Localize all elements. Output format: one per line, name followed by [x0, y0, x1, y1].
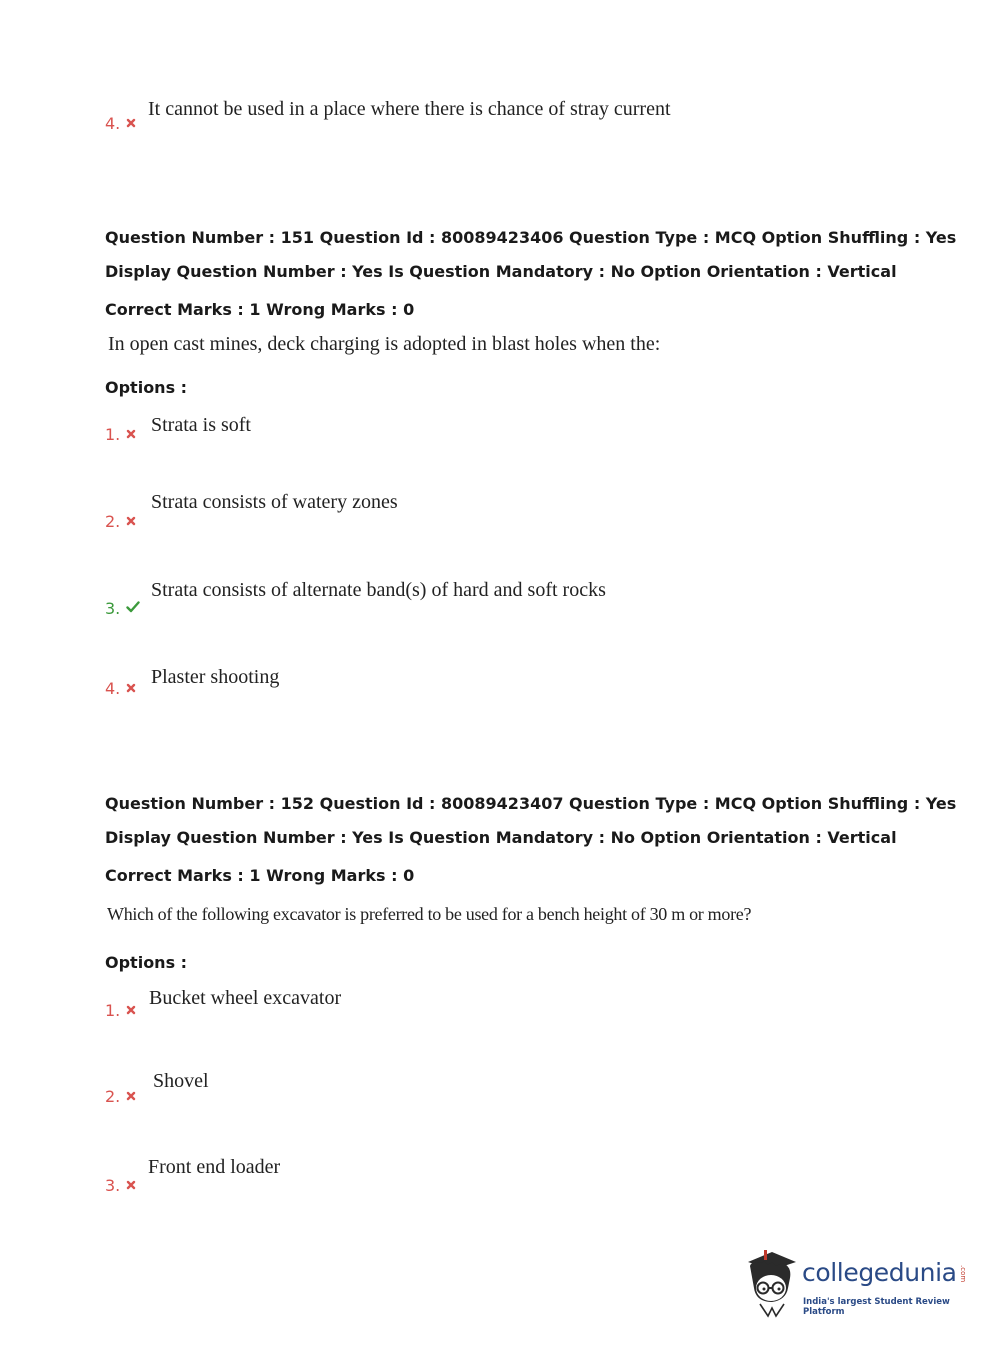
cross-icon — [126, 1175, 136, 1194]
question-meta: Question Number : 151 Question Id : 80089423406 Question Type : MCQ Option Shuffling : Yes — [105, 228, 957, 247]
question-marks: Correct Marks : 1 Wrong Marks : 0 — [105, 866, 415, 885]
mascot-icon — [742, 1248, 800, 1320]
option-number: 4. — [105, 113, 136, 133]
cross-icon — [126, 424, 136, 443]
brand-name: collegedunia — [802, 1258, 957, 1287]
collegedunia-logo[interactable] — [742, 1248, 972, 1318]
question-meta: Question Number : 152 Question Id : 80089423407 Question Type : MCQ Option Shuffling : Yes — [105, 794, 957, 813]
option-number: 2. — [105, 511, 136, 531]
option-text: Strata consists of watery zones — [151, 491, 398, 513]
cross-icon — [126, 1000, 136, 1019]
question-marks: Correct Marks : 1 Wrong Marks : 0 — [105, 300, 415, 319]
option-text: Bucket wheel excavator — [149, 987, 342, 1009]
option-text: Shovel — [153, 1070, 209, 1092]
cross-icon — [126, 678, 136, 697]
option-text: Strata is soft — [151, 414, 251, 436]
option-text: Plaster shooting — [151, 666, 280, 688]
option-text: It cannot be used in a place where there is chance of stray current — [148, 98, 671, 120]
option-number: 2. — [105, 1086, 136, 1106]
question-meta: Display Question Number : Yes Is Question Mandatory : No Option Orientation : Vertical — [105, 828, 897, 847]
options-label: Options : — [105, 378, 188, 397]
brand-suffix: .com — [959, 1265, 967, 1283]
option-number: 1. — [105, 424, 136, 444]
option-text: Front end loader — [148, 1156, 281, 1178]
option-text: Strata consists of alternate band(s) of hard and soft rocks — [151, 579, 606, 601]
check-icon — [126, 598, 140, 617]
options-label: Options : — [105, 953, 188, 972]
question-text: In open cast mines, deck charging is adopted in blast holes when the: — [108, 333, 661, 355]
option-number: 1. — [105, 1000, 136, 1020]
option-number: 4. — [105, 678, 136, 698]
brand-tagline: India's largest Student Review Platform — [803, 1297, 950, 1317]
cross-icon — [126, 113, 136, 132]
option-number: 3. — [105, 598, 140, 618]
option-number: 3. — [105, 1175, 136, 1195]
cross-icon — [126, 1086, 136, 1105]
cross-icon — [126, 511, 136, 530]
question-meta: Display Question Number : Yes Is Question Mandatory : No Option Orientation : Vertical — [105, 262, 897, 281]
question-text: Which of the following excavator is preferred to be used for a bench height of 30 m or more? — [107, 904, 752, 924]
